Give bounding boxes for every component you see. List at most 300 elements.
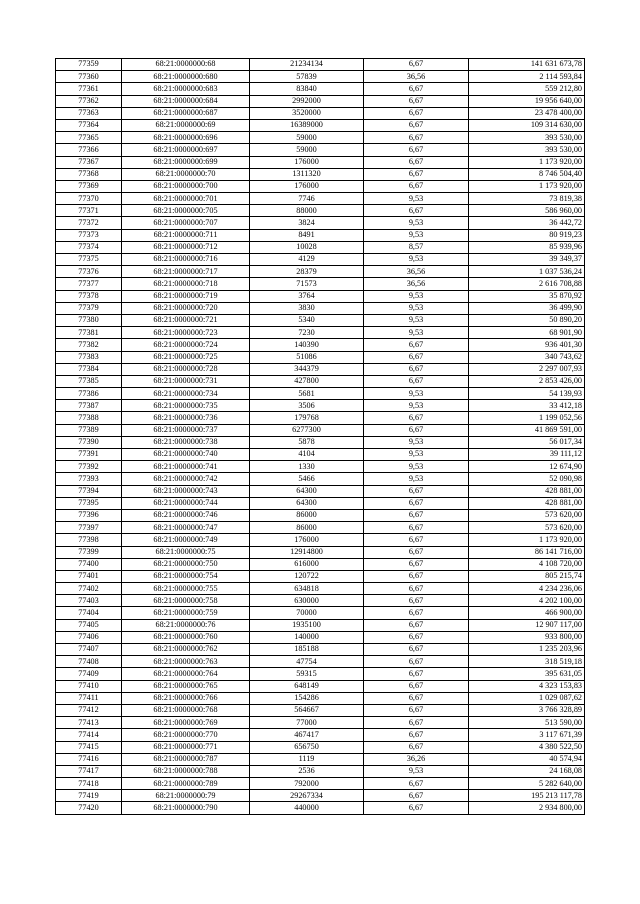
value-cell: 36 442,72 (469, 217, 585, 229)
area-cell: 440000 (250, 802, 364, 814)
value-cell: 1 037 536,24 (469, 266, 585, 278)
rate-cell: 36,56 (364, 266, 469, 278)
value-cell: 109 314 630,00 (469, 119, 585, 131)
rate-cell: 6,67 (364, 412, 469, 424)
table-row (56, 753, 585, 765)
value-cell: 4 234 236,06 (469, 583, 585, 595)
table-row (56, 668, 585, 680)
value-cell: 23 478 400,00 (469, 107, 585, 119)
value-cell: 466 900,00 (469, 607, 585, 619)
rate-cell: 6,67 (364, 631, 469, 643)
value-cell: 513 590,00 (469, 717, 585, 729)
value-cell: 1 173 920,00 (469, 534, 585, 546)
row-number-cell: 77375 (56, 254, 122, 266)
rate-cell: 6,67 (364, 485, 469, 497)
table-row (56, 71, 585, 83)
cadastral-number-cell: 68:21:0000000:70 (122, 168, 250, 180)
value-cell: 2 297 007,93 (469, 363, 585, 375)
area-cell: 57839 (250, 71, 364, 83)
table-row (56, 704, 585, 716)
cadastral-number-cell: 68:21:0000000:740 (122, 449, 250, 461)
cadastral-number-cell: 68:21:0000000:697 (122, 144, 250, 156)
cadastral-number-cell: 68:21:0000000:728 (122, 363, 250, 375)
table-row (56, 193, 585, 205)
area-cell: 2536 (250, 765, 364, 777)
rate-cell: 6,67 (364, 168, 469, 180)
area-cell: 21234134 (250, 59, 364, 71)
table-row (56, 680, 585, 692)
row-number-cell: 77362 (56, 95, 122, 107)
rate-cell: 9,53 (364, 449, 469, 461)
rate-cell: 6,67 (364, 132, 469, 144)
rate-cell: 6,67 (364, 83, 469, 95)
row-number-cell: 77396 (56, 509, 122, 521)
row-number-cell: 77376 (56, 266, 122, 278)
row-number-cell: 77385 (56, 375, 122, 387)
table-row (56, 351, 585, 363)
row-number-cell: 77412 (56, 704, 122, 716)
area-cell: 8491 (250, 229, 364, 241)
row-number-cell: 77380 (56, 314, 122, 326)
table-body (56, 59, 585, 815)
value-cell: 12 674,90 (469, 461, 585, 473)
rate-cell: 6,67 (364, 729, 469, 741)
cadastral-number-cell: 68:21:0000000:747 (122, 522, 250, 534)
area-cell: 6277300 (250, 424, 364, 436)
table-row (56, 485, 585, 497)
area-cell: 467417 (250, 729, 364, 741)
table-row (56, 570, 585, 582)
area-cell: 176000 (250, 156, 364, 168)
area-cell: 4104 (250, 449, 364, 461)
row-number-cell: 77367 (56, 156, 122, 168)
rate-cell: 9,53 (364, 217, 469, 229)
rate-cell: 6,67 (364, 546, 469, 558)
area-cell: 1119 (250, 753, 364, 765)
value-cell: 340 743,62 (469, 351, 585, 363)
rate-cell: 9,53 (364, 400, 469, 412)
cadastral-number-cell: 68:21:0000000:737 (122, 424, 250, 436)
table-row (56, 461, 585, 473)
rate-cell: 6,67 (364, 595, 469, 607)
area-cell: 656750 (250, 741, 364, 753)
value-cell: 2 616 708,88 (469, 278, 585, 290)
table-row (56, 278, 585, 290)
value-cell: 4 108 720,00 (469, 558, 585, 570)
table-row (56, 363, 585, 375)
rate-cell: 6,67 (364, 205, 469, 217)
area-cell: 140390 (250, 339, 364, 351)
rate-cell: 6,67 (364, 351, 469, 363)
value-cell: 395 631,05 (469, 668, 585, 680)
area-cell: 7230 (250, 327, 364, 339)
table-row (56, 607, 585, 619)
cadastral-number-cell: 68:21:0000000:717 (122, 266, 250, 278)
row-number-cell: 77403 (56, 595, 122, 607)
cadastral-number-cell: 68:21:0000000:76 (122, 619, 250, 631)
table-row (56, 436, 585, 448)
area-cell: 3506 (250, 400, 364, 412)
table-row (56, 107, 585, 119)
table-row (56, 83, 585, 95)
value-cell: 41 869 591,00 (469, 424, 585, 436)
cadastral-number-cell: 68:21:0000000:683 (122, 83, 250, 95)
area-cell: 2992000 (250, 95, 364, 107)
value-cell: 86 141 716,00 (469, 546, 585, 558)
cadastral-number-cell: 68:21:0000000:736 (122, 412, 250, 424)
cadastral-number-cell: 68:21:0000000:750 (122, 558, 250, 570)
table-row (56, 424, 585, 436)
table-row (56, 656, 585, 668)
cadastral-number-cell: 68:21:0000000:723 (122, 327, 250, 339)
value-cell: 318 519,18 (469, 656, 585, 668)
table-row (56, 375, 585, 387)
rate-cell: 6,67 (364, 339, 469, 351)
area-cell: 5878 (250, 436, 364, 448)
cadastral-number-cell: 68:21:0000000:764 (122, 668, 250, 680)
row-number-cell: 77413 (56, 717, 122, 729)
value-cell: 12 907 117,00 (469, 619, 585, 631)
row-number-cell: 77395 (56, 497, 122, 509)
row-number-cell: 77383 (56, 351, 122, 363)
row-number-cell: 77372 (56, 217, 122, 229)
row-number-cell: 77392 (56, 461, 122, 473)
row-number-cell: 77420 (56, 802, 122, 814)
value-cell: 36 499,90 (469, 302, 585, 314)
area-cell: 16389000 (250, 119, 364, 131)
table-row (56, 290, 585, 302)
table-row (56, 546, 585, 558)
table-row (56, 449, 585, 461)
value-cell: 54 139,93 (469, 388, 585, 400)
value-cell: 141 631 673,78 (469, 59, 585, 71)
cadastral-number-cell: 68:21:0000000:700 (122, 180, 250, 192)
rate-cell: 6,67 (364, 509, 469, 521)
table-row (56, 692, 585, 704)
cadastral-number-cell: 68:21:0000000:788 (122, 765, 250, 777)
table-row (56, 631, 585, 643)
area-cell: 179768 (250, 412, 364, 424)
cadastral-number-cell: 68:21:0000000:720 (122, 302, 250, 314)
rate-cell: 6,67 (364, 680, 469, 692)
table-row (56, 583, 585, 595)
table-row (56, 412, 585, 424)
cadastral-number-cell: 68:21:0000000:68 (122, 59, 250, 71)
cadastral-number-cell: 68:21:0000000:742 (122, 473, 250, 485)
value-cell: 5 282 640,00 (469, 778, 585, 790)
rate-cell: 6,67 (364, 778, 469, 790)
area-cell: 5681 (250, 388, 364, 400)
row-number-cell: 77408 (56, 656, 122, 668)
value-cell: 805 215,74 (469, 570, 585, 582)
value-cell: 68 901,90 (469, 327, 585, 339)
rate-cell: 9,53 (364, 327, 469, 339)
value-cell: 1 199 052,56 (469, 412, 585, 424)
row-number-cell: 77368 (56, 168, 122, 180)
area-cell: 83840 (250, 83, 364, 95)
area-cell: 176000 (250, 180, 364, 192)
cadastral-number-cell: 68:21:0000000:768 (122, 704, 250, 716)
row-number-cell: 77389 (56, 424, 122, 436)
row-number-cell: 77388 (56, 412, 122, 424)
row-number-cell: 77405 (56, 619, 122, 631)
value-cell: 73 819,38 (469, 193, 585, 205)
area-cell: 77000 (250, 717, 364, 729)
value-cell: 52 090,98 (469, 473, 585, 485)
rate-cell: 9,53 (364, 388, 469, 400)
land-valuation-table (55, 58, 585, 815)
rate-cell: 6,67 (364, 497, 469, 509)
rate-cell: 9,53 (364, 254, 469, 266)
rate-cell: 6,67 (364, 522, 469, 534)
cadastral-number-cell: 68:21:0000000:762 (122, 644, 250, 656)
value-cell: 933 800,00 (469, 631, 585, 643)
value-cell: 24 168,08 (469, 765, 585, 777)
cadastral-number-cell: 68:21:0000000:759 (122, 607, 250, 619)
row-number-cell: 77371 (56, 205, 122, 217)
row-number-cell: 77411 (56, 692, 122, 704)
value-cell: 3 117 671,39 (469, 729, 585, 741)
area-cell: 120722 (250, 570, 364, 582)
table-row (56, 497, 585, 509)
area-cell: 51086 (250, 351, 364, 363)
area-cell: 3764 (250, 290, 364, 302)
area-cell: 3520000 (250, 107, 364, 119)
area-cell: 64300 (250, 497, 364, 509)
cadastral-number-cell: 68:21:0000000:743 (122, 485, 250, 497)
row-number-cell: 77410 (56, 680, 122, 692)
row-number-cell: 77393 (56, 473, 122, 485)
value-cell: 2 853 426,00 (469, 375, 585, 387)
area-cell: 86000 (250, 509, 364, 521)
value-cell: 1 029 087,62 (469, 692, 585, 704)
row-number-cell: 77379 (56, 302, 122, 314)
cadastral-number-cell: 68:21:0000000:765 (122, 680, 250, 692)
area-cell: 630000 (250, 595, 364, 607)
cadastral-number-cell: 68:21:0000000:771 (122, 741, 250, 753)
area-cell: 140000 (250, 631, 364, 643)
value-cell: 1 235 203,96 (469, 644, 585, 656)
cadastral-number-cell: 68:21:0000000:716 (122, 254, 250, 266)
cadastral-number-cell: 68:21:0000000:712 (122, 241, 250, 253)
table-row (56, 241, 585, 253)
area-cell: 12914800 (250, 546, 364, 558)
table-row (56, 802, 585, 814)
area-cell: 7746 (250, 193, 364, 205)
cadastral-number-cell: 68:21:0000000:744 (122, 497, 250, 509)
cadastral-number-cell: 68:21:0000000:738 (122, 436, 250, 448)
table-row (56, 180, 585, 192)
cadastral-number-cell: 68:21:0000000:734 (122, 388, 250, 400)
area-cell: 616000 (250, 558, 364, 570)
area-cell: 564667 (250, 704, 364, 716)
cadastral-number-cell: 68:21:0000000:770 (122, 729, 250, 741)
rate-cell: 9,53 (364, 436, 469, 448)
rate-cell: 8,57 (364, 241, 469, 253)
value-cell: 56 017,34 (469, 436, 585, 448)
cadastral-number-cell: 68:21:0000000:79 (122, 790, 250, 802)
area-cell: 5466 (250, 473, 364, 485)
value-cell: 586 960,00 (469, 205, 585, 217)
row-number-cell: 77416 (56, 753, 122, 765)
rate-cell: 6,67 (364, 692, 469, 704)
cadastral-number-cell: 68:21:0000000:741 (122, 461, 250, 473)
rate-cell: 6,67 (364, 644, 469, 656)
row-number-cell: 77370 (56, 193, 122, 205)
rate-cell: 9,53 (364, 229, 469, 241)
row-number-cell: 77402 (56, 583, 122, 595)
area-cell: 3830 (250, 302, 364, 314)
area-cell: 64300 (250, 485, 364, 497)
table-row (56, 254, 585, 266)
cadastral-number-cell: 68:21:0000000:735 (122, 400, 250, 412)
row-number-cell: 77384 (56, 363, 122, 375)
table-row (56, 717, 585, 729)
table-row (56, 339, 585, 351)
table-row (56, 144, 585, 156)
value-cell: 428 881,00 (469, 497, 585, 509)
rate-cell: 6,67 (364, 107, 469, 119)
cadastral-number-cell: 68:21:0000000:718 (122, 278, 250, 290)
rate-cell: 6,67 (364, 583, 469, 595)
row-number-cell: 77399 (56, 546, 122, 558)
value-cell: 2 934 800,00 (469, 802, 585, 814)
row-number-cell: 77414 (56, 729, 122, 741)
table-row (56, 302, 585, 314)
row-number-cell: 77360 (56, 71, 122, 83)
row-number-cell: 77359 (56, 59, 122, 71)
rate-cell: 6,67 (364, 534, 469, 546)
area-cell: 427800 (250, 375, 364, 387)
rate-cell: 6,67 (364, 119, 469, 131)
rate-cell: 6,67 (364, 558, 469, 570)
row-number-cell: 77366 (56, 144, 122, 156)
table-row (56, 119, 585, 131)
cadastral-number-cell: 68:21:0000000:711 (122, 229, 250, 241)
value-cell: 39 111,12 (469, 449, 585, 461)
area-cell: 1935100 (250, 619, 364, 631)
row-number-cell: 77374 (56, 241, 122, 253)
row-number-cell: 77377 (56, 278, 122, 290)
value-cell: 80 919,23 (469, 229, 585, 241)
area-cell: 176000 (250, 534, 364, 546)
area-cell: 29267334 (250, 790, 364, 802)
area-cell: 3824 (250, 217, 364, 229)
row-number-cell: 77397 (56, 522, 122, 534)
cadastral-number-cell: 68:21:0000000:758 (122, 595, 250, 607)
cadastral-number-cell: 68:21:0000000:684 (122, 95, 250, 107)
table-row (56, 595, 585, 607)
row-number-cell: 77369 (56, 180, 122, 192)
area-cell: 154286 (250, 692, 364, 704)
rate-cell: 6,67 (364, 156, 469, 168)
rate-cell: 6,67 (364, 619, 469, 631)
row-number-cell: 77418 (56, 778, 122, 790)
rate-cell: 6,67 (364, 59, 469, 71)
row-number-cell: 77382 (56, 339, 122, 351)
area-cell: 59000 (250, 132, 364, 144)
table-row (56, 765, 585, 777)
cadastral-number-cell: 68:21:0000000:763 (122, 656, 250, 668)
row-number-cell: 77401 (56, 570, 122, 582)
area-cell: 792000 (250, 778, 364, 790)
rate-cell: 36,26 (364, 753, 469, 765)
row-number-cell: 77391 (56, 449, 122, 461)
row-number-cell: 77386 (56, 388, 122, 400)
area-cell: 70000 (250, 607, 364, 619)
value-cell: 1 173 920,00 (469, 156, 585, 168)
table-row (56, 558, 585, 570)
area-cell: 344379 (250, 363, 364, 375)
cadastral-number-cell: 68:21:0000000:755 (122, 583, 250, 595)
row-number-cell: 77387 (56, 400, 122, 412)
area-cell: 4129 (250, 254, 364, 266)
table-row (56, 729, 585, 741)
row-number-cell: 77373 (56, 229, 122, 241)
value-cell: 1 173 920,00 (469, 180, 585, 192)
cadastral-number-cell: 68:21:0000000:749 (122, 534, 250, 546)
table-row (56, 156, 585, 168)
table-row (56, 205, 585, 217)
cadastral-number-cell: 68:21:0000000:721 (122, 314, 250, 326)
table-row (56, 59, 585, 71)
table-row (56, 168, 585, 180)
rate-cell: 9,53 (364, 302, 469, 314)
cadastral-number-cell: 68:21:0000000:724 (122, 339, 250, 351)
rate-cell: 6,67 (364, 668, 469, 680)
cadastral-number-cell: 68:21:0000000:680 (122, 71, 250, 83)
value-cell: 559 212,80 (469, 83, 585, 95)
rate-cell: 9,53 (364, 290, 469, 302)
rate-cell: 36,56 (364, 71, 469, 83)
cadastral-number-cell: 68:21:0000000:766 (122, 692, 250, 704)
area-cell: 86000 (250, 522, 364, 534)
value-cell: 4 380 522,50 (469, 741, 585, 753)
row-number-cell: 77390 (56, 436, 122, 448)
cadastral-number-cell: 68:21:0000000:789 (122, 778, 250, 790)
table-row (56, 266, 585, 278)
rate-cell: 6,67 (364, 717, 469, 729)
table-row (56, 741, 585, 753)
value-cell: 393 530,00 (469, 144, 585, 156)
area-cell: 5340 (250, 314, 364, 326)
rate-cell: 6,67 (364, 95, 469, 107)
cadastral-number-cell: 68:21:0000000:731 (122, 375, 250, 387)
area-cell: 88000 (250, 205, 364, 217)
row-number-cell: 77363 (56, 107, 122, 119)
rate-cell: 6,67 (364, 704, 469, 716)
cadastral-number-cell: 68:21:0000000:725 (122, 351, 250, 363)
row-number-cell: 77364 (56, 119, 122, 131)
cadastral-number-cell: 68:21:0000000:75 (122, 546, 250, 558)
area-cell: 648149 (250, 680, 364, 692)
row-number-cell: 77400 (56, 558, 122, 570)
value-cell: 4 202 100,00 (469, 595, 585, 607)
value-cell: 35 870,92 (469, 290, 585, 302)
cadastral-number-cell: 68:21:0000000:696 (122, 132, 250, 144)
table-row (56, 509, 585, 521)
rate-cell: 6,67 (364, 424, 469, 436)
table-row (56, 534, 585, 546)
area-cell: 28379 (250, 266, 364, 278)
rate-cell: 6,67 (364, 180, 469, 192)
value-cell: 8 746 504,40 (469, 168, 585, 180)
cadastral-number-cell: 68:21:0000000:719 (122, 290, 250, 302)
rate-cell: 6,67 (364, 144, 469, 156)
value-cell: 573 620,00 (469, 522, 585, 534)
value-cell: 19 956 640,00 (469, 95, 585, 107)
row-number-cell: 77415 (56, 741, 122, 753)
